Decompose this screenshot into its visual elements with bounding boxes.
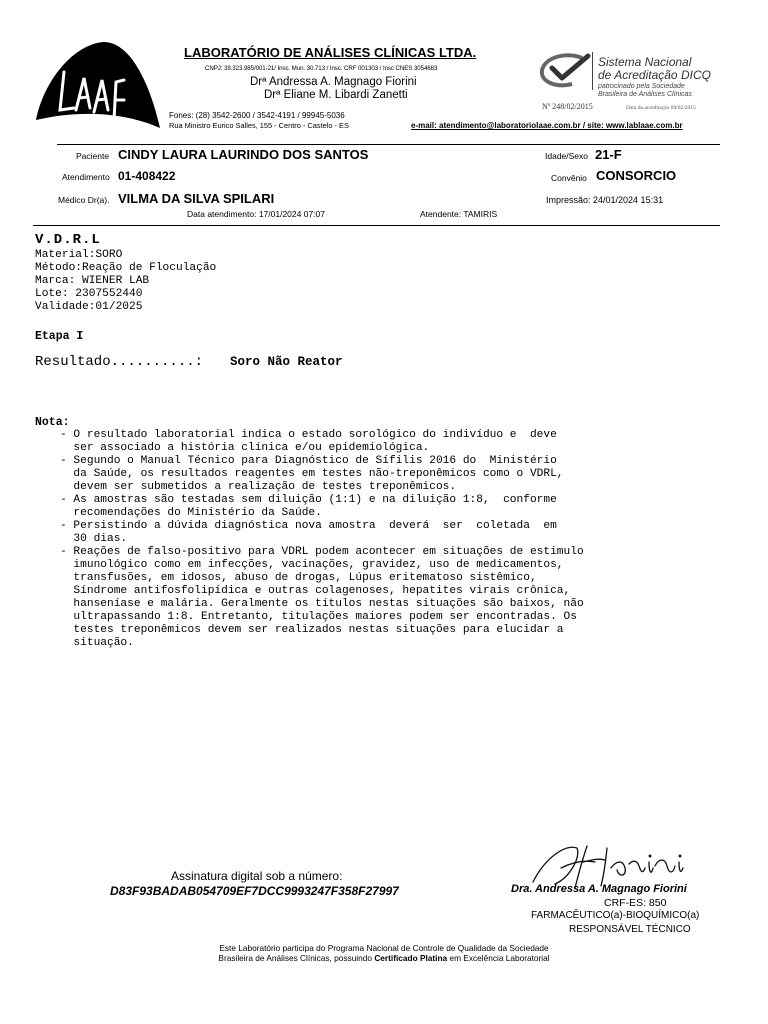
accreditation-sponsor-2: Brasileira de Análises Clínicas [598, 91, 692, 98]
note-title: Nota: [35, 416, 70, 429]
result-label: Resultado..........: [35, 354, 204, 370]
note-line: ultrapassando 1:8. Entretanto, titulações maiores podem ser encontradas. Os [60, 611, 577, 623]
note-line: - O resultado laboratorial indica o estado sorológico do indivíduo e deve [60, 429, 557, 441]
attendant: Atendente: TAMIRIS [420, 209, 498, 219]
accreditation-title-1: Sistema Nacional [598, 55, 692, 69]
lab-cnpj: CNPJ: 39.323.985/001-21/ Insc. Mun. 30.713 / Insc. CRF 001303 / Insc CNES 3054683 [205, 65, 438, 72]
patient-name: CINDY LAURA LAURINDO DOS SANTOS [118, 147, 369, 162]
insurance-value: CONSORCIO [596, 168, 677, 183]
note-line: testes treponêmicos devem ser realizados nestas situações para elucidar a [60, 624, 564, 636]
laae-logo [34, 40, 162, 140]
signatory-crf: CRF-ES: 850 [604, 897, 667, 909]
digital-signature-hash: D83F93BADAB054709EF7DCC9993247F358F27997 [110, 884, 399, 898]
note-line: hanseníase e malária. Geralmente os títulos nestas situações são baixos, não [60, 598, 584, 610]
lab-address: Rua Ministro Eurico Salles, 155 - Centro - Castelo - ES [169, 121, 349, 130]
note-line: Síndrome antifosfolipídica e outras colagenoses, hepatites virais crônica, [60, 585, 571, 597]
accreditation-sponsor-1: patrocinado pela Sociedade [598, 83, 685, 90]
insurance-label: Convênio [551, 173, 587, 183]
exam-stage: Etapa I [35, 330, 84, 343]
patient-divider [33, 225, 720, 226]
note-line: recomendações do Ministério da Saúde. [60, 507, 322, 519]
exam-details [35, 249, 216, 314]
note-line: ser associado a história clínica e/ou epidemiológica. [60, 442, 430, 454]
doctor-name-2: Drª Eliane M. Libardi Zanetti [264, 89, 408, 101]
age-sex-value: 21-F [595, 147, 622, 162]
accreditation-divider [592, 52, 593, 90]
accreditation-number: Nº 248/02/2015 [542, 102, 593, 111]
exam-material: Material:SORO [35, 249, 123, 261]
accreditation-date: Data da acreditação 09/02/2015 [626, 105, 696, 111]
footer-line-1: Este Laboratório participa do Programa Nacional de Controle de Qualidade da Sociedade [219, 943, 549, 953]
requesting-doctor: VILMA DA SILVA SPILARI [118, 191, 275, 206]
note-line: - Segundo o Manual Técnico para Diagnóstico de Sífilis 2016 do Ministério [60, 455, 557, 467]
lab-name: LABORATÓRIO DE ANÁLISES CLÍNICAS LTDA. [184, 45, 477, 60]
exam-brand: Marca: WIENER LAB [35, 275, 150, 287]
doctor-name-1: Drª Andressa A. Magnago Fiorini [250, 76, 417, 88]
accreditation-title-2: de Acreditação DICQ [598, 68, 711, 82]
note-line: imunológico como em infecções, vacinações, gravidez, uso de medicamentos, [60, 559, 564, 571]
dicq-check-icon [538, 50, 598, 90]
exam-lot: Lote: 2307552440 [35, 288, 143, 300]
signatory-role: FARMACÊUTICO(a)-BIOQUÍMICO(a) [531, 910, 700, 921]
print-date: Impressão: 24/01/2024 15:31 [546, 195, 664, 205]
exam-method: Método:Reação de Floculação [35, 262, 217, 274]
note-line: situação. [60, 637, 134, 649]
note-line: transfusões, em idosos, abuso de drogas, Lúpus eritematoso sistêmico, [60, 572, 537, 584]
note-line: 30 dias. [60, 533, 128, 545]
digital-signature-label: Assinatura digital sob a número: [171, 869, 343, 883]
patient-label: Paciente [76, 151, 110, 161]
doctor-label: Médico Dr(a). [58, 195, 110, 205]
footer-line-2-pre: Brasileira de Análises Clínicas, possuindo [218, 953, 375, 963]
signatory-name: Dra. Andressa A. Magnago Fiorini [511, 883, 687, 895]
footer-certificate: Certificado Platina [374, 953, 448, 963]
attendance-date: Data atendimento: 17/01/2024 07:07 [187, 209, 325, 219]
lab-email-site-link[interactable]: e-mail: atendimento@laboratoriolaae.com.br / site: www.lablaae.com.br [411, 121, 683, 130]
signatory-responsibility: RESPONSÁVEL TÉCNICO [569, 924, 691, 935]
attendance-number: 01-408422 [118, 169, 176, 183]
footer-line-2-post: em Excelência Laboratorial [447, 953, 550, 963]
age-sex-label: Idade/Sexo [545, 151, 589, 161]
note-line: - As amostras são testadas sem diluição (1:1) e na diluição 1:8, conforme [60, 494, 557, 506]
note-line: - Reações de falso-positivo para VDRL podem acontecer em situações de estimulo [60, 546, 584, 558]
exam-title: V.D.R.L [35, 232, 101, 248]
result-value: Soro Não Reator [230, 355, 343, 369]
note-line: da Saúde, os resultados reagentes em testes não-treponêmicos como o VDRL, [60, 468, 564, 480]
footer-line-2 [0, 953, 768, 963]
header-divider [57, 144, 720, 145]
exam-validity: Validade:01/2025 [35, 301, 143, 313]
lab-phones: Fones: (28) 3542-2600 / 3542-4191 / 99945-5036 [169, 111, 345, 120]
note-line: - Persistindo a dúvida diagnóstica nova amostra deverá ser coletada em [60, 520, 557, 532]
note-line: devem ser submetidos a realização de testes treponêmicos. [60, 481, 457, 493]
note-list [60, 429, 584, 650]
attendance-label: Atendimento [62, 172, 110, 182]
